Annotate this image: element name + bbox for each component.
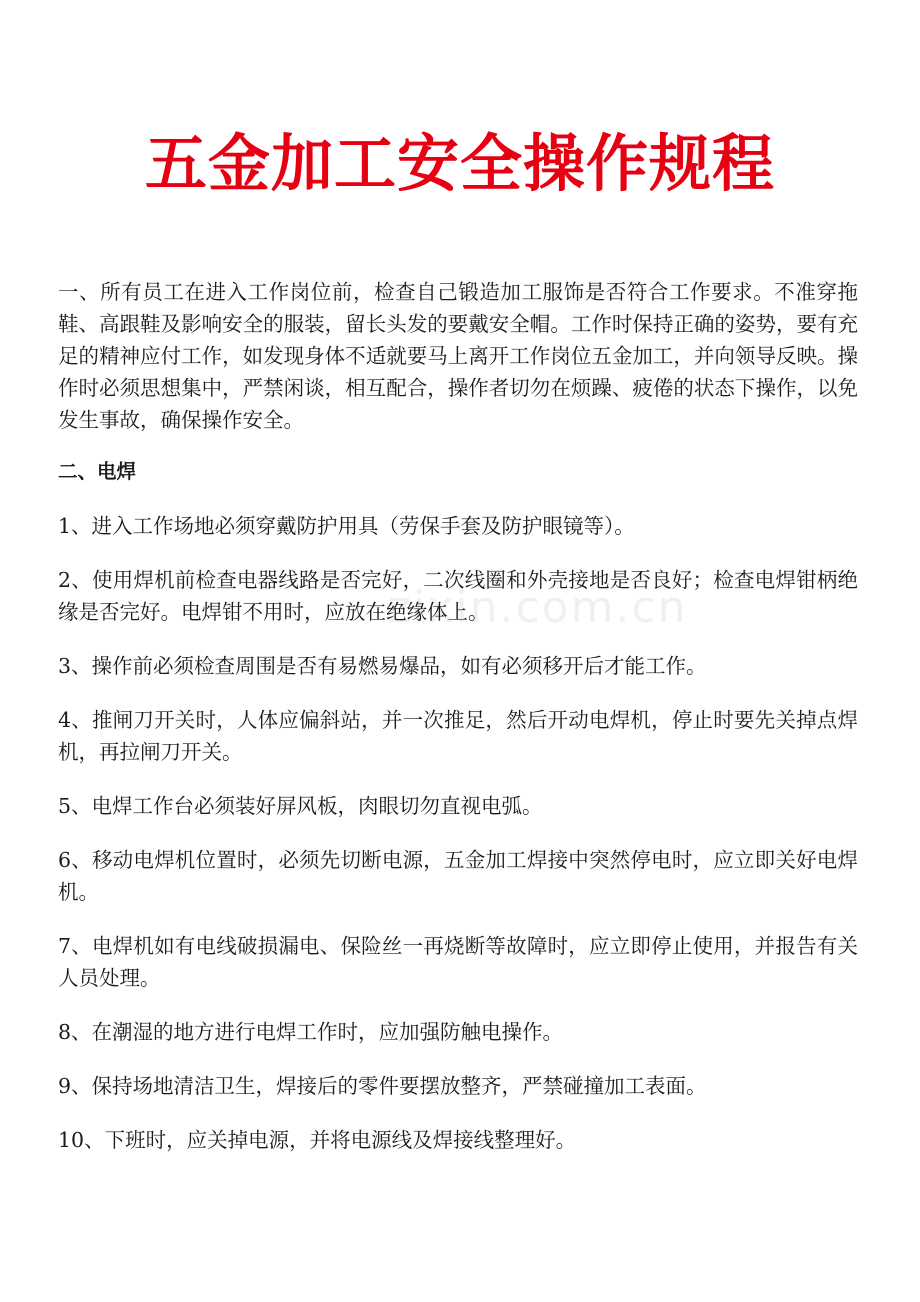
list-item-7: 7、电焊机如有电线破损漏电、保险丝一再烧断等故障时，应立即停止使用，并报告有关人员处理。: [58, 934, 858, 990]
list-item-9: 9、保持场地清洁卫生，焊接后的零件要摆放整齐，严禁碰撞加工表面。: [58, 1074, 707, 1098]
watermark: zixin.com.cn: [388, 582, 688, 633]
document-title: 五金加工安全操作规程: [144, 127, 775, 200]
list-item-10: 10、下班时，应关掉电源，并将电源线及焊接线整理好。: [58, 1128, 577, 1152]
list-item-5: 5、电焊工作台必须装好屏风板，肉眼切勿直视电弧。: [58, 794, 543, 818]
intro-paragraph: 一、所有员工在进入工作岗位前，检查自己锻造加工服饰是否符合工作要求。不准穿拖鞋、高跟鞋及影响安全的服装，留长头发的要戴安全帽。工作时保持正确的姿势，要有充足的精神应付工作，如发现身体不适就要马上离开工作岗位五金加工，并向领导反映。操作时必须思想集中，严禁闲谈，相互配合，操作者切勿在烦躁、疲倦的状态下操作，以免发生事故，确保操作安全。: [58, 280, 858, 432]
list-item-3: 3、操作前必须检查周围是否有易燃易爆品，如有必须移开后才能工作。: [58, 654, 707, 678]
list-item-6: 6、移动电焊机位置时，必须先切断电源，五金加工焊接中突然停电时，应立即关好电焊机。: [58, 848, 858, 904]
list-item-1: 1、进入工作场地必须穿戴防护用具（劳保手套及防护眼镜等）。: [58, 514, 635, 538]
list-item-2: 2、使用焊机前检查电器线路是否完好，二次线圈和外壳接地是否良好；检查电焊钳柄绝缘是否完好。电焊钳不用时，应放在绝缘体上。: [58, 568, 858, 624]
list-item-8: 8、在潮湿的地方进行电焊工作时，应加强防触电操作。: [58, 1020, 564, 1044]
section-heading-welding: 二、电焊: [58, 460, 137, 483]
list-item-4: 4、推闸刀开关时，人体应偏斜站，并一次推足，然后开动电焊机，停止时要先关掉点焊机，再拉闸刀开关。: [58, 708, 858, 764]
document-body: [58, 276, 858, 1178]
